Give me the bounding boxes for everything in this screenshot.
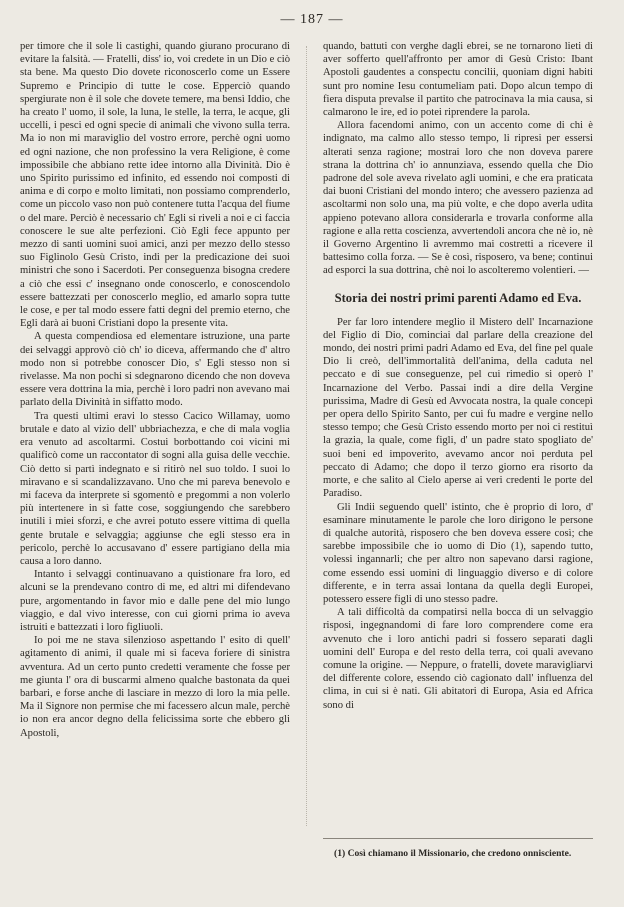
page-number: — 187 —: [280, 12, 344, 27]
paragraph: Tra questi ultimi eravi lo stesso Cacico Willamay, uomo brutale e dato al vizio dell' ubbriachezza, e che di mala voglia era venuto ad ascoltarmi. Costui borbottando coi vicini mi qualificò come un raccontator di sogni alla guisa delle vecchie. Ciò detto si partì indegnato e si ritirò nel suo toldo. I suoi lo miravano e si scandalizzavano. Uno che mi pareva benevolo e mi faceva da interprete si sgomentò e pregommi a non volerlo più intertenere in sì fatte cose, soggiungendo che sarebbero inutili i miei sforzi, e che avrei potuto essere vittima di quella gente brutale e selvaggia; aggiunse che egli stesso era in pericolo, perchè lo accusavano d' essere partigiano della mia causa a loro danno.: [20, 410, 290, 567]
column-divider: [306, 46, 307, 826]
section-title: Storia dei nostri primi parenti Adamo ed Eva.: [334, 290, 582, 305]
footnote-rule: [323, 838, 593, 839]
paragraph: A questa compendiosa ed elementare istruzione, una parte dei selvaggi approvò ciò ch' io diceva, affermando che d' altro modo non si potrebbe conoscer Dio, s' Egli stesso non si rivelasse. Ma non pochi si sdegnarono dicendo che non doveva essere vera dottrina la mia, perchè i loro padri non avevano mai parlato della Divinità in siffatto modo.: [20, 331, 290, 409]
paragraph: Intanto i selvaggi continuavano a quistionare fra loro, ed alcuni se la prendevano contro di me, ed altri mi difendevano pure, argomentando in favor mio e dalle pene del mio lungo viaggio, e dal vivo interesse, con cui giorni prima io aveva istruiti e battezzati i loro figliuoli.: [20, 569, 290, 633]
paragraph: Gli Indii seguendo quell' istinto, che è proprio di loro, d' esaminare minutamente le parole che loro dirigono le persone di qualche autorità, risposero che ben doveva essere così; che sarebbe impossibile che io uomo di Dio (1), sapendo tutto, volessi ingannarli; che per altro non sapevano darsi ragione, come essendo essi uomini di linguaggio diverso e di colore differente, e in terra assai lontana da quella degli Europei, potessero essere figli di uno stesso padre.: [323, 501, 593, 605]
left-column: [20, 40, 290, 740]
paragraph: quando, battuti con verghe dagli ebrei, se ne tornarono lieti di aver sofferto quell'affronto per amor di Gesù Cristo: Ibant Apostoli gaudentes a conspectu concilii, quoniam digni habiti sunt pro nomine Iesu contumeliam pati. Dopo alcun tempo di fiera disputa prevalse il partito che patrocinava la mia causa, si calmarono le ire, ed io potei riprendere la parola.: [323, 41, 593, 119]
paragraph: Allora facendomi animo, con un accento come di chi è indignato, ma calmo allo stesso tempo, li ripresi per essersi alterati senza ragione; mostrai loro che non doveva parere strana la dottrina ch' io annunziava, essendo quella che Dio padrone del sole aveva rivelato agli uomini, e che era praticata dai buoni Cristiani del mondo intero; che avessero pazienza ad ascoltarmi non solo una, ma più volte, e che dopo averla udita appieno potevano allora considerarla e trovarla conforme alla ragione e alla retta coscienza, avvertendoli ancora che nè io, nè il Governo Argentino li avremmo mai costretti a ricevere il battesimo colla forza. — Se è così, risposero, va bene; continui ad esporci la sua dottrina, chè noi lo ascolteremo volentieri. —: [323, 120, 593, 277]
footnote: (1) Così chiamano il Missionario, che credono onnisciente.: [334, 848, 572, 859]
right-column: [323, 40, 593, 712]
paragraph: Per far loro intendere meglio il Mistero dell' Incarnazione del Figlio di Dio, cominciai dal parlare della creazione del mondo, dei nostri primi padri Adamo ed Eva, del fine pel quale Dio li creò, dell'immortalità dell'anima, della caduta nel peccato e di sue conseguenze, pel cui rimedio si operò l' Incarnazione del Verbo. Passai indi a dire della Vergine purissima, Madre di Gesù ed Avvocata nostra, la quale concepì per opera dello Spirito Santo, per cui fu madre e vergine nello stesso tempo; che Gesù Cristo essendo morto per noi ci restituì la grazia, la quale, come figli, d' un padre stato spogliato de' suoi beni ed impoverito, avevamo ancor noi perduta pel peccato di Adamo; che dopo il terzo giorno era risorto da morte, e che salito al Cielo aperse ai veri credenti le porte del Paradiso.: [323, 316, 593, 500]
paragraph: A tali difficoltà da compatirsi nella bocca di un selvaggio risposi, ingegnandomi di fare loro comprendere come era avvenuto che i loro antichi padri si fossero separati dagli uomini dell' Europa e del resto della terra, coi quali avevano comune la origine. — Neppure, o fratelli, dovete maravigliarvi del differente colore, essendo ciò cagionato dall' influenza del clima, in cui si è nati. Gli abitatori di Europa, Asia ed Africa sono di: [323, 607, 593, 711]
paragraph: per timore che il sole li castighi, quando giurano procurano di evitare la falsità. — Fratelli, diss' io, voi credete in un Dio e ciò sta bene. Ma questo Dio dovete riconoscerlo come un Essere Supremo e Principio di tutte le cose. Epperciò quando spergiurate non è il sole che dovete temere, ma bensì Iddio, che ha creato l' uomo, il sole, la luna, le stelle, la terra, le acque, gli uccelli, i pesci ed ogni specie di animali che vivono sulla terra. Ma io non mi maraviglio del vostro errore, perchè ogni uomo ed ogni nazione, che non professino la vera Religione, è come impossibile che abbiano rette idee intorno alla Divinità. Dio è uno Spirito purissimo ed infinito, ed essendo noi composti di anima e di corpo e molto limitati, non possiamo comprenderlo, come un piccolo vaso non può contenere tutta l'acqua del fiume o del mare. Perciò è necessario ch' Egli si riveli a noi e ci faccia conoscere le sue alte perfezioni. Ciò Egli fece appunto per mezzo di santi uomini suoi amici, anzi per mezzo dello stesso suo Figlinolo Gesù Cristo, indi per la predicazione dei suoi ministri che sono i Sacerdoti. Per conseguenza bisogna credere a ciò che essi c' insegnano onde conoscerlo, e conoscendolo essere battezzati per conoscerlo meglio, ed amarlo sopra tutte le cose, e per tal modo essere fatti degni del premio eterno, che Egli darà ai buoni Cristiani dopo la presente vita.: [20, 41, 290, 330]
paragraph: Io poi me ne stava silenzioso aspettando l' esito di quell' agitamento di animi, il quale mi si faceva foriere di sinistra avventura. Ad un certo punto credetti veramente che fosse per me giunta l' ora di buscarmi almeno qualche bastonata da quei barbari, e forse anche di lasciare in mezzo di loro la mia pelle. Ma il Signore non permise che mi facessero alcun male, perchè io non era ancor degno della felicissima sorte che ebbero gli Apostoli,: [20, 635, 290, 739]
